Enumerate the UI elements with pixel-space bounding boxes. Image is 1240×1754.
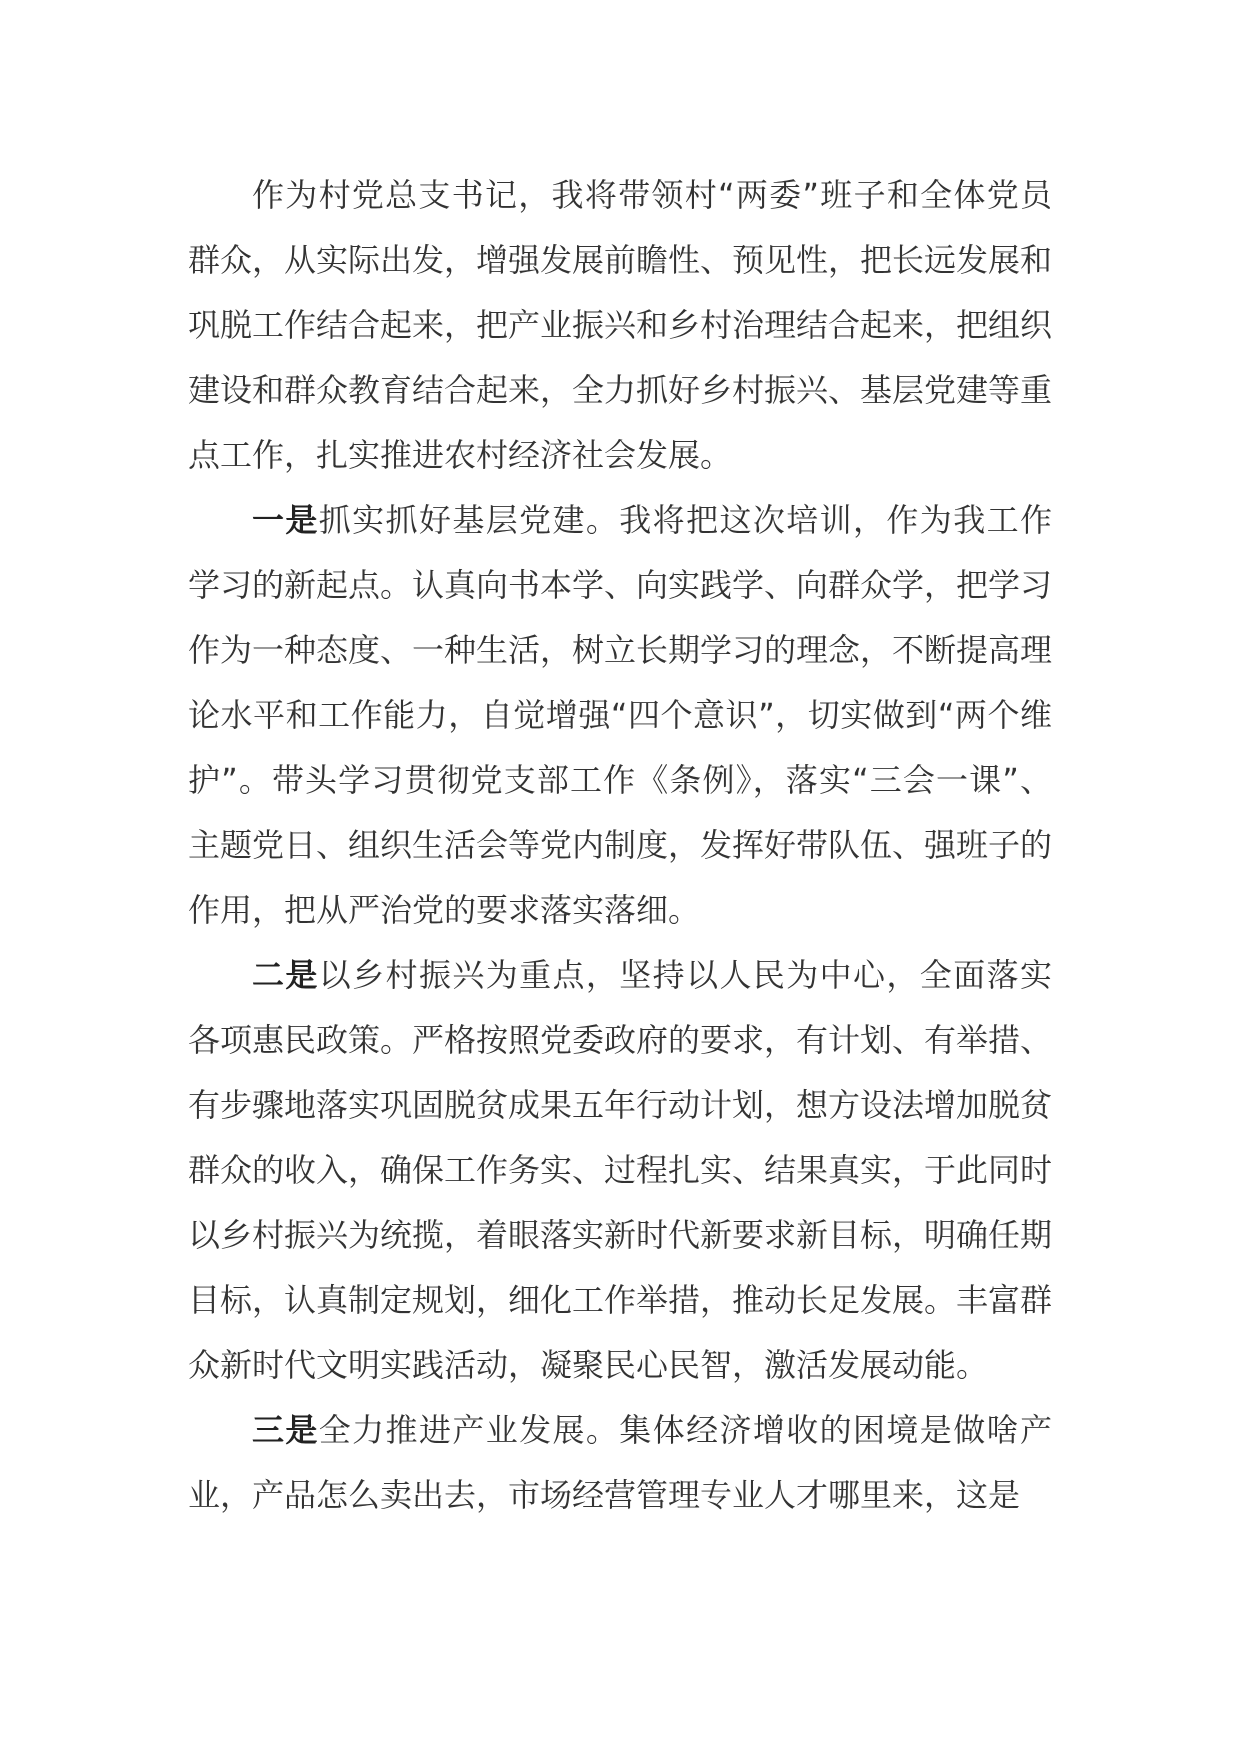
paragraph-text: 作为村党总支书记，我将带领村“两委”班子和全体党员群众，从实际出发，增强发展前瞻性、预见性，把长远发展和巩脱工作结合起来，把产业振兴和乡村治理结合起来，把组织建设和群众教育结合起来，全力抓好乡村振兴、基层党建等重点工作，扎实推进农村经济社会发展。 — [188, 176, 1053, 474]
paragraph-intro — [188, 163, 1052, 488]
paragraph-text: 以乡村振兴为重点，坚持以人民为中心，全面落实各项惠民政策。严格按照党委政府的要求，有计划、有举措、有步骤地落实巩固脱贫成果五年行动计划，想方设法增加脱贫群众的收入，确保工作务实、过程扎实、结果真实，于此同时以乡村振兴为统揽，着眼落实新时代新要求新目标，明确任期目标，认真制定规划，细化工作举措，推动长足发展。丰富群众新时代文明实践活动，凝聚民心民智，激活发展动能。 — [188, 956, 1053, 1384]
paragraph-text: 全力推进产业发展。集体经济增收的困境是做啥产业，产品怎么卖出去，市场经营管理专业人才哪里来，这是 — [188, 1411, 1052, 1514]
document-body — [188, 163, 1052, 1528]
paragraph-lead: 一是 — [252, 501, 319, 539]
paragraph-text: 抓实抓好基层党建。我将把这次培训，作为我工作学习的新起点。认真向书本学、向实践学、向群众学，把学习作为一种态度、一种生活，树立长期学习的理念，不断提高理论水平和工作能力，自觉增强“四个意识”，切实做到“两个维护”。带头学习贯彻党支部工作《条例》，落实“三会一课”、主题党日、组织生活会等党内制度，发挥好带队伍、强班子的作用，把从严治党的要求落实落细。 — [188, 501, 1053, 929]
paragraph-point-1 — [188, 488, 1052, 943]
paragraph-point-2 — [188, 943, 1052, 1398]
paragraph-point-3 — [188, 1398, 1052, 1528]
paragraph-lead: 二是 — [252, 956, 319, 994]
paragraph-lead: 三是 — [252, 1411, 319, 1449]
